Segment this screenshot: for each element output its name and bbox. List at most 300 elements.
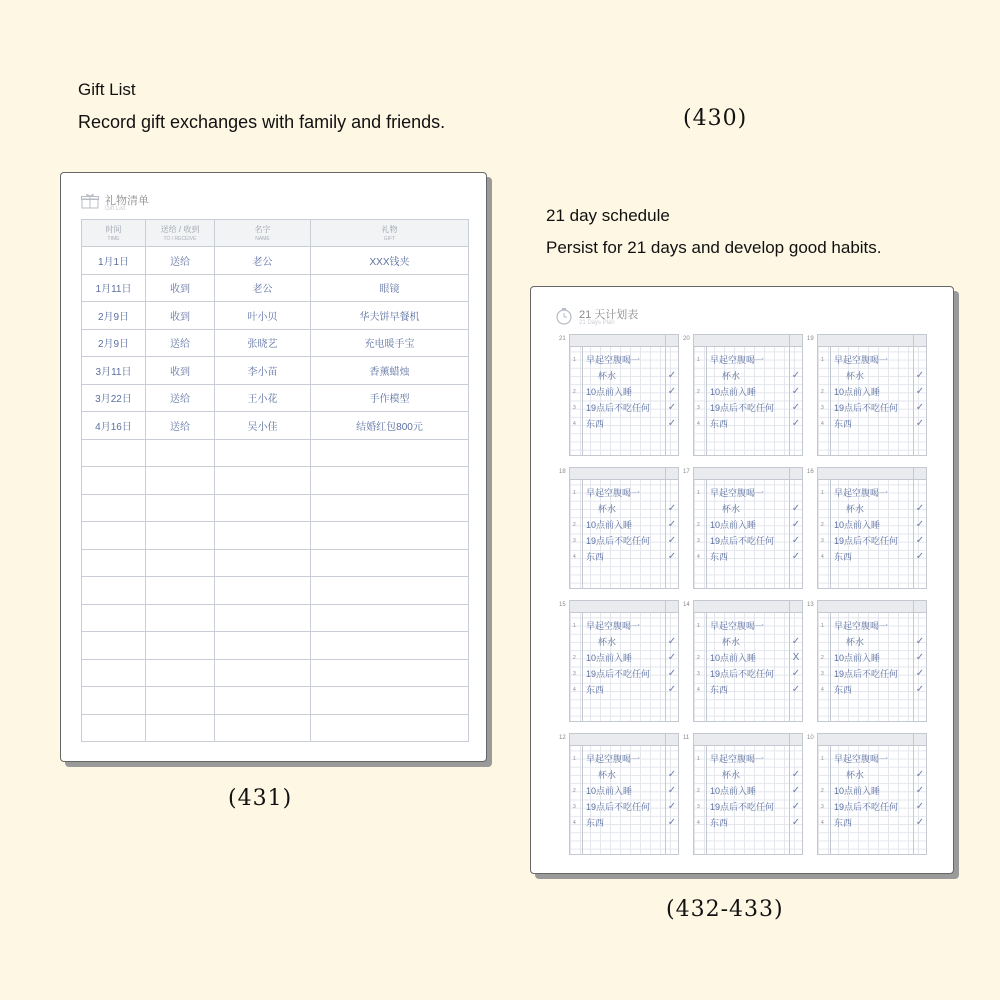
plan-day-cell <box>559 733 679 855</box>
plan-item-text: 10点前入睡 <box>586 387 633 397</box>
gift-cell-empty <box>215 604 311 632</box>
table-row-empty <box>82 439 469 467</box>
plan-day-number: 10 <box>807 735 814 741</box>
table-row <box>82 384 469 412</box>
checkmark-icon: ✓ <box>667 402 677 413</box>
col-header-name: 名字 NAME <box>215 220 311 247</box>
gift-cell-empty <box>215 522 311 550</box>
gift-cell-empty <box>311 494 469 522</box>
21-day-plan-page <box>530 286 954 874</box>
checkmark-icon: ✓ <box>915 551 925 562</box>
gift-cell-empty <box>82 604 146 632</box>
plan-item-text: 东西 <box>586 419 605 429</box>
gift-list-page <box>60 172 487 762</box>
checkmark-icon: ✓ <box>667 636 677 647</box>
gift-cell-empty <box>311 659 469 687</box>
plan-day-number: 11 <box>683 735 690 741</box>
checkmark-icon: ✓ <box>791 801 801 812</box>
table-row <box>82 247 469 275</box>
gift-cell-empty <box>146 714 215 742</box>
table-row <box>82 357 469 385</box>
plan-item-number: 3 <box>697 538 700 544</box>
plan-item-text: 杯水 <box>722 637 741 647</box>
plan-item-number: 3 <box>573 538 576 544</box>
checkmark-icon: ✓ <box>667 418 677 429</box>
checkmark-icon: ✓ <box>667 551 677 562</box>
checkmark-icon: ✓ <box>667 652 677 663</box>
plan-item-number: 4 <box>821 687 824 693</box>
plan-item-number: 2 <box>697 788 700 794</box>
gift-list-caption-description: Record gift exchanges with family and friends. <box>78 112 446 132</box>
checkmark-icon: ✓ <box>915 769 925 780</box>
plan-item-number: 1 <box>821 623 824 629</box>
table-row-empty <box>82 522 469 550</box>
gift-cell-empty <box>215 467 311 495</box>
gift-cell-empty <box>82 522 146 550</box>
table-row <box>82 329 469 357</box>
plan-item-text: 杯水 <box>846 504 865 514</box>
plan-item-number: 4 <box>821 554 824 560</box>
plan-item-text: 19点后不吃任何 <box>834 536 899 546</box>
plan-item-text: 10点前入睡 <box>710 653 757 663</box>
plan-day-cell <box>807 467 927 589</box>
col-header-gift: 礼物 GIFT <box>311 220 469 247</box>
plan-day-number: 14 <box>683 602 690 608</box>
plan-item-number: 3 <box>573 405 576 411</box>
gift-cell-time: 4月16日 <box>82 412 146 440</box>
plan-item-text: 东西 <box>834 419 853 429</box>
plan-grid <box>531 287 953 873</box>
checkmark-icon: ✓ <box>791 668 801 679</box>
gift-cell-gift: 充电暖手宝 <box>311 329 469 357</box>
plan-side-rule <box>830 745 831 854</box>
plan-subtitle: 21 Days Plan <box>579 320 615 326</box>
gift-cell-type: 送给 <box>146 412 215 440</box>
plan-item-text: 杯水 <box>598 504 617 514</box>
gift-cell-empty <box>215 659 311 687</box>
gift-cell-time: 3月22日 <box>82 384 146 412</box>
checkmark-icon: ✓ <box>791 636 801 647</box>
gift-cell-empty <box>215 439 311 467</box>
gift-cell-empty <box>146 632 215 660</box>
plan-day-number: 19 <box>807 336 814 342</box>
table-row <box>82 302 469 330</box>
checkmark-icon: ✓ <box>667 535 677 546</box>
plan-item-text: 杯水 <box>722 504 741 514</box>
plan-item-number: 4 <box>821 421 824 427</box>
cross-mark-icon: X <box>792 652 800 663</box>
gift-cell-empty <box>82 687 146 715</box>
plan-item-text: 10点前入睡 <box>834 653 881 663</box>
plan-item-text: 早起空腹喝一 <box>586 621 641 631</box>
plan-item-text: 19点后不吃任何 <box>586 403 651 413</box>
gift-cell-time: 1月11日 <box>82 274 146 302</box>
gift-cell-empty <box>311 467 469 495</box>
plan-item-number: 2 <box>697 389 700 395</box>
gift-cell-empty <box>311 632 469 660</box>
checkmark-icon: ✓ <box>791 535 801 546</box>
checkmark-icon: ✓ <box>915 668 925 679</box>
gift-cell-type: 收到 <box>146 302 215 330</box>
gift-cell-gift: 香薰蜡烛 <box>311 357 469 385</box>
table-row-empty <box>82 687 469 715</box>
plan-day-cell <box>807 600 927 722</box>
plan-item-number: 1 <box>573 490 576 496</box>
gift-cell-empty <box>82 714 146 742</box>
plan-day-cell <box>559 600 679 722</box>
plan-item-text: 东西 <box>586 818 605 828</box>
plan-item-number: 4 <box>573 820 576 826</box>
plan-day-box <box>569 600 679 722</box>
plan-day-box <box>817 733 927 855</box>
gift-cell-type: 送给 <box>146 384 215 412</box>
plan-top-rule <box>818 734 926 746</box>
checkmark-icon: ✓ <box>667 817 677 828</box>
plan-right-rule <box>665 468 666 588</box>
plan-item-number: 4 <box>821 820 824 826</box>
gift-cell-empty <box>146 687 215 715</box>
gift-cell-empty <box>311 687 469 715</box>
plan-day-box <box>693 467 803 589</box>
plan-day-cell <box>683 600 803 722</box>
plan-top-rule <box>694 734 802 746</box>
plan-item-text: 杯水 <box>846 371 865 381</box>
checkmark-icon: ✓ <box>915 817 925 828</box>
schedule-caption-description: Persist for 21 days and develop good habits. <box>546 238 882 257</box>
checkmark-icon: ✓ <box>667 519 677 530</box>
gift-cell-type: 收到 <box>146 274 215 302</box>
plan-right-rule <box>913 601 914 721</box>
plan-item-text: 早起空腹喝一 <box>586 355 641 365</box>
plan-item-text: 东西 <box>710 552 729 562</box>
plan-item-text: 东西 <box>710 818 729 828</box>
gift-cell-type: 送给 <box>146 247 215 275</box>
plan-day-box <box>817 600 927 722</box>
gift-cell-empty <box>82 577 146 605</box>
plan-day-box <box>569 733 679 855</box>
plan-right-rule <box>665 734 666 854</box>
schedule-caption-title: 21 day schedule <box>546 206 670 225</box>
gift-cell-time: 2月9日 <box>82 329 146 357</box>
plan-item-text: 早起空腹喝一 <box>834 355 889 365</box>
gift-cell-empty <box>215 549 311 577</box>
gift-cell-type: 收到 <box>146 357 215 385</box>
gift-cell-name: 老公 <box>215 247 311 275</box>
gift-cell-gift: 手作模型 <box>311 384 469 412</box>
plan-item-number: 4 <box>573 554 576 560</box>
checkmark-icon: ✓ <box>667 801 677 812</box>
plan-item-text: 19点后不吃任何 <box>710 669 775 679</box>
plan-item-text: 东西 <box>586 685 605 695</box>
plan-item-text: 19点后不吃任何 <box>710 403 775 413</box>
plan-day-number: 18 <box>559 469 566 475</box>
gift-cell-empty <box>215 632 311 660</box>
page-number-431: (431) <box>228 786 293 811</box>
plan-day-cell <box>683 733 803 855</box>
checkmark-icon: ✓ <box>667 684 677 695</box>
checkmark-icon: ✓ <box>791 402 801 413</box>
plan-item-number: 1 <box>821 357 824 363</box>
plan-right-rule <box>789 601 790 721</box>
plan-item-number: 1 <box>821 490 824 496</box>
table-row-empty <box>82 577 469 605</box>
gift-cell-time: 2月9日 <box>82 302 146 330</box>
plan-item-text: 19点后不吃任何 <box>586 536 651 546</box>
plan-item-text: 19点后不吃任何 <box>710 536 775 546</box>
plan-item-text: 东西 <box>834 818 853 828</box>
table-row-empty <box>82 549 469 577</box>
plan-item-text: 10点前入睡 <box>834 520 881 530</box>
plan-item-number: 4 <box>697 687 700 693</box>
plan-right-rule <box>789 468 790 588</box>
plan-day-box <box>693 600 803 722</box>
plan-item-text: 东西 <box>834 552 853 562</box>
plan-day-box <box>817 467 927 589</box>
plan-day-cell <box>683 467 803 589</box>
gift-list-caption-title: Gift List <box>78 80 136 99</box>
table-row-empty <box>82 604 469 632</box>
plan-right-rule <box>789 734 790 854</box>
gift-cell-empty <box>215 687 311 715</box>
plan-top-rule <box>570 601 678 613</box>
gift-cell-empty <box>215 714 311 742</box>
col-header-time: 时间 TIME <box>82 220 146 247</box>
plan-day-number: 21 <box>559 336 566 342</box>
checkmark-icon: ✓ <box>667 370 677 381</box>
plan-top-rule <box>694 601 802 613</box>
plan-item-text: 杯水 <box>722 371 741 381</box>
plan-item-text: 早起空腹喝一 <box>834 488 889 498</box>
gift-table-header-row <box>82 220 469 247</box>
checkmark-icon: ✓ <box>915 519 925 530</box>
plan-item-text: 10点前入睡 <box>710 786 757 796</box>
plan-side-rule <box>582 745 583 854</box>
plan-right-rule <box>789 335 790 455</box>
plan-item-number: 4 <box>697 554 700 560</box>
gift-cell-empty <box>82 549 146 577</box>
plan-item-number: 1 <box>573 623 576 629</box>
plan-item-text: 19点后不吃任何 <box>586 802 651 812</box>
col-header-to-receive: 送给 / 收到 TO / RECEIVE <box>146 220 215 247</box>
page-number-430: (430) <box>683 106 748 131</box>
plan-item-number: 3 <box>821 804 824 810</box>
plan-day-cell <box>807 733 927 855</box>
checkmark-icon: ✓ <box>791 817 801 828</box>
plan-item-number: 1 <box>697 756 700 762</box>
plan-item-text: 早起空腹喝一 <box>834 754 889 764</box>
gift-cell-empty <box>82 439 146 467</box>
plan-item-number: 3 <box>821 405 824 411</box>
plan-item-text: 杯水 <box>722 770 741 780</box>
plan-item-text: 杯水 <box>598 637 617 647</box>
plan-right-rule <box>913 335 914 455</box>
plan-item-text: 杯水 <box>598 770 617 780</box>
checkmark-icon: ✓ <box>915 418 925 429</box>
plan-side-rule <box>706 612 707 721</box>
checkmark-icon: ✓ <box>915 503 925 514</box>
plan-day-cell <box>559 467 679 589</box>
plan-item-text: 10点前入睡 <box>710 520 757 530</box>
gift-cell-empty <box>146 522 215 550</box>
gift-cell-empty <box>311 714 469 742</box>
plan-item-number: 2 <box>821 655 824 661</box>
plan-side-rule <box>706 745 707 854</box>
plan-item-number: 1 <box>697 357 700 363</box>
gift-cell-empty <box>146 549 215 577</box>
plan-top-rule <box>818 468 926 480</box>
gift-cell-empty <box>215 577 311 605</box>
plan-item-number: 1 <box>697 490 700 496</box>
plan-item-number: 1 <box>821 756 824 762</box>
plan-item-text: 东西 <box>710 419 729 429</box>
table-row-empty <box>82 714 469 742</box>
gift-cell-empty <box>146 604 215 632</box>
plan-side-rule <box>830 346 831 455</box>
gift-cell-gift: 华夫饼早餐机 <box>311 302 469 330</box>
table-row <box>82 274 469 302</box>
gift-cell-empty <box>311 604 469 632</box>
plan-day-box <box>817 334 927 456</box>
plan-day-number: 13 <box>807 602 814 608</box>
checkmark-icon: ✓ <box>791 519 801 530</box>
gift-cell-empty <box>146 659 215 687</box>
plan-item-text: 19点后不吃任何 <box>834 669 899 679</box>
plan-top-rule <box>818 601 926 613</box>
plan-item-number: 4 <box>697 421 700 427</box>
table-row-empty <box>82 467 469 495</box>
gift-cell-time: 1月1日 <box>82 247 146 275</box>
plan-item-number: 2 <box>821 788 824 794</box>
checkmark-icon: ✓ <box>915 386 925 397</box>
checkmark-icon: ✓ <box>915 801 925 812</box>
checkmark-icon: ✓ <box>791 551 801 562</box>
plan-item-number: 2 <box>697 522 700 528</box>
plan-item-number: 3 <box>697 671 700 677</box>
plan-item-number: 2 <box>697 655 700 661</box>
plan-side-rule <box>582 479 583 588</box>
plan-item-number: 3 <box>573 804 576 810</box>
gift-cell-gift: 结婚红包800元 <box>311 412 469 440</box>
gift-cell-name: 老公 <box>215 274 311 302</box>
plan-item-text: 早起空腹喝一 <box>710 355 765 365</box>
checkmark-icon: ✓ <box>915 636 925 647</box>
plan-right-rule <box>665 335 666 455</box>
plan-item-number: 1 <box>697 623 700 629</box>
checkmark-icon: ✓ <box>791 503 801 514</box>
gift-cell-empty <box>215 494 311 522</box>
plan-top-rule <box>570 734 678 746</box>
gift-cell-time: 3月11日 <box>82 357 146 385</box>
table-row <box>82 412 469 440</box>
plan-top-rule <box>818 335 926 347</box>
gift-cell-type: 送给 <box>146 329 215 357</box>
checkmark-icon: ✓ <box>667 769 677 780</box>
plan-item-number: 3 <box>697 405 700 411</box>
plan-item-text: 19点后不吃任何 <box>586 669 651 679</box>
checkmark-icon: ✓ <box>915 684 925 695</box>
gift-cell-name: 李小苗 <box>215 357 311 385</box>
plan-item-number: 2 <box>821 389 824 395</box>
plan-item-text: 东西 <box>710 685 729 695</box>
plan-item-text: 10点前入睡 <box>586 653 633 663</box>
plan-day-number: 16 <box>807 469 814 475</box>
plan-item-text: 10点前入睡 <box>834 387 881 397</box>
checkmark-icon: ✓ <box>791 418 801 429</box>
checkmark-icon: ✓ <box>915 402 925 413</box>
plan-item-number: 3 <box>821 671 824 677</box>
gift-cell-empty <box>311 577 469 605</box>
plan-item-number: 3 <box>573 671 576 677</box>
plan-item-number: 4 <box>573 687 576 693</box>
plan-item-text: 早起空腹喝一 <box>710 621 765 631</box>
plan-item-text: 19点后不吃任何 <box>710 802 775 812</box>
plan-day-box <box>693 733 803 855</box>
gift-cell-name: 张晓艺 <box>215 329 311 357</box>
gift-icon <box>81 193 99 214</box>
plan-top-rule <box>570 468 678 480</box>
checkmark-icon: ✓ <box>915 535 925 546</box>
checkmark-icon: ✓ <box>915 652 925 663</box>
plan-item-number: 2 <box>573 655 576 661</box>
checkmark-icon: ✓ <box>791 370 801 381</box>
plan-day-cell <box>807 334 927 456</box>
plan-item-text: 杯水 <box>846 770 865 780</box>
plan-day-cell <box>559 334 679 456</box>
gift-table <box>81 219 469 742</box>
plan-item-text: 10点前入睡 <box>834 786 881 796</box>
checkmark-icon: ✓ <box>667 503 677 514</box>
plan-right-rule <box>665 601 666 721</box>
gift-cell-empty <box>311 522 469 550</box>
gift-cell-empty <box>82 659 146 687</box>
plan-right-rule <box>913 734 914 854</box>
plan-day-box <box>569 334 679 456</box>
plan-item-number: 4 <box>697 820 700 826</box>
gift-cell-empty <box>146 467 215 495</box>
plan-item-number: 2 <box>821 522 824 528</box>
plan-side-rule <box>830 612 831 721</box>
plan-day-box <box>693 334 803 456</box>
checkmark-icon: ✓ <box>915 785 925 796</box>
gift-cell-gift: 眼镜 <box>311 274 469 302</box>
gift-cell-empty <box>146 494 215 522</box>
plan-top-rule <box>694 468 802 480</box>
plan-item-text: 19点后不吃任何 <box>834 403 899 413</box>
plan-side-rule <box>582 612 583 721</box>
checkmark-icon: ✓ <box>915 370 925 381</box>
plan-item-number: 1 <box>573 357 576 363</box>
checkmark-icon: ✓ <box>667 785 677 796</box>
plan-item-number: 2 <box>573 522 576 528</box>
plan-item-text: 早起空腹喝一 <box>586 754 641 764</box>
plan-item-text: 10点前入睡 <box>710 387 757 397</box>
plan-title: 21 天计划表 <box>579 309 639 321</box>
gift-cell-empty <box>146 577 215 605</box>
gift-cell-empty <box>311 439 469 467</box>
gift-cell-empty <box>82 632 146 660</box>
plan-item-number: 2 <box>573 788 576 794</box>
plan-side-rule <box>706 346 707 455</box>
checkmark-icon: ✓ <box>791 684 801 695</box>
plan-top-rule <box>694 335 802 347</box>
plan-right-rule <box>913 468 914 588</box>
plan-day-number: 20 <box>683 336 690 342</box>
plan-item-number: 4 <box>573 421 576 427</box>
gift-cell-empty <box>146 439 215 467</box>
checkmark-icon: ✓ <box>667 386 677 397</box>
plan-day-number: 15 <box>559 602 566 608</box>
gift-list-title: 礼物清单 <box>105 195 149 207</box>
